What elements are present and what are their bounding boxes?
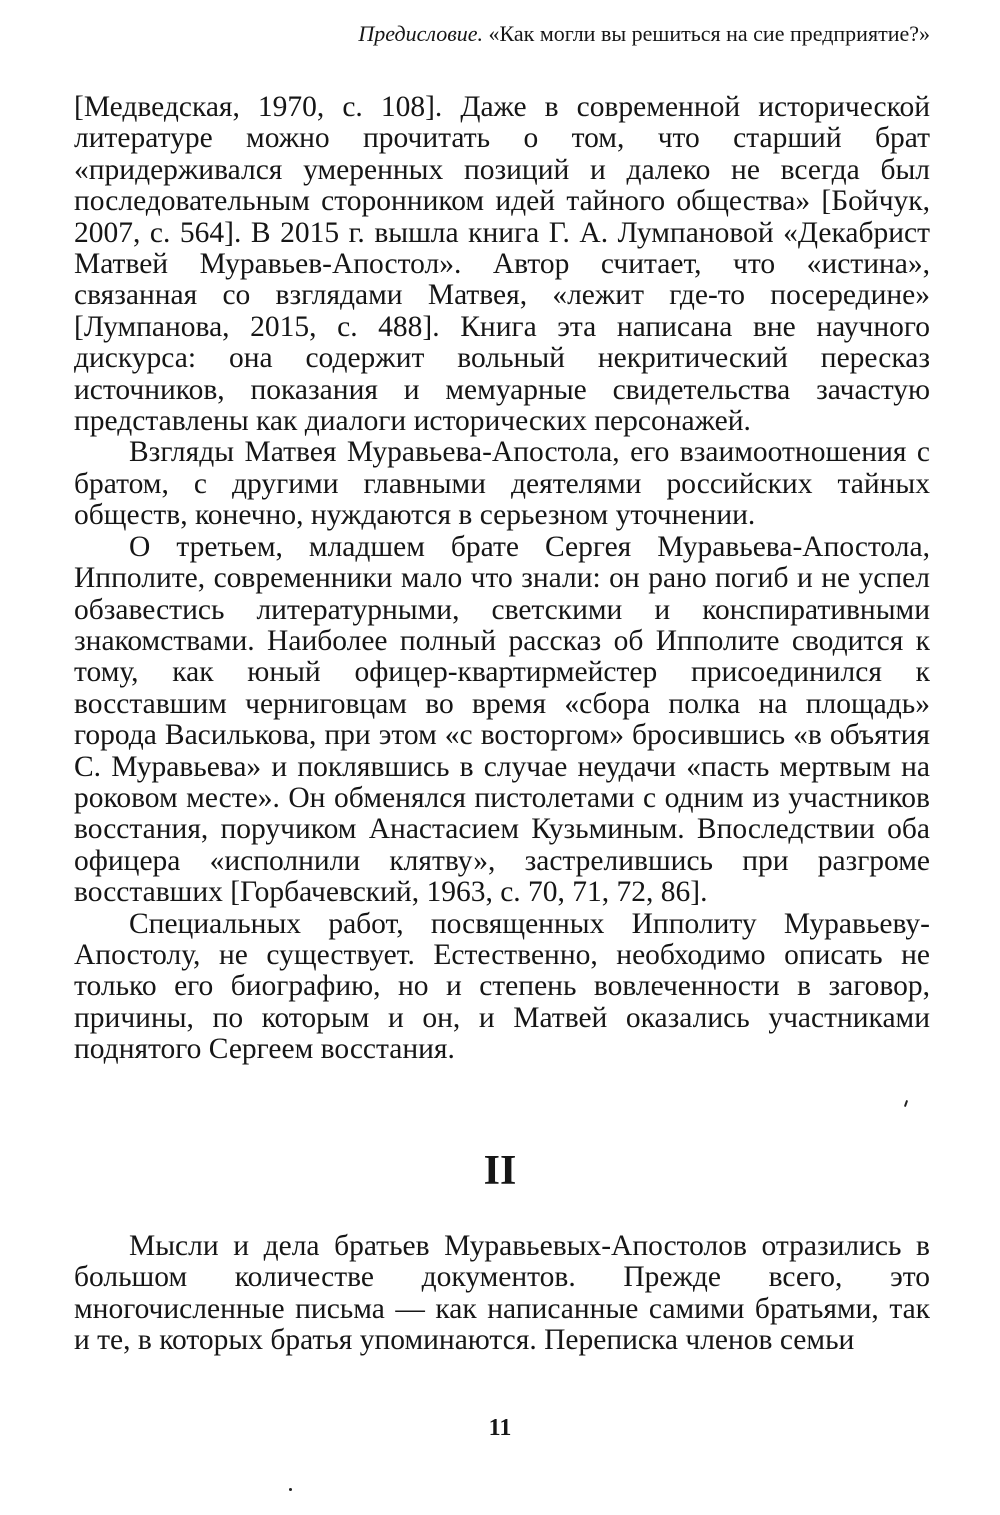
running-header-section: Предисловие.	[358, 21, 484, 46]
paragraph-documents: Мысли и дела братьев Муравьевых-Апостолов отразились в большом количестве документов. Прежде всего, это многочисленные письма — как написанные самими братьями, так и те, в которых братья упоминаются. Переписка членов семьи	[74, 1230, 930, 1357]
page-number: 11	[488, 1415, 512, 1441]
section-text	[74, 1231, 930, 1357]
main-text	[74, 92, 930, 1066]
print-speck	[289, 1488, 292, 1491]
print-speck	[904, 1100, 908, 1107]
section-heading: II	[483, 1148, 517, 1194]
paragraph-matvey-views: Взгляды Матвея Муравьева-Апостола, его взаимоотношения с братом, с другими главными деятелями российских тайных обществ, конечно, нуждаются в серьезном уточнении.	[74, 436, 930, 532]
paragraph-ippolit: О третьем, младшем брате Сергея Муравьева-Апостола, Ипполите, современники мало что знали: он рано погиб и не успел обзавестись литературными, светскими и конспиративными знакомствами. Наиболее полный рассказ об Ипполите сводится к тому, как юный офицер-квартирмейстер присоединился к восставшим черниговцам во время «сбора полка на площадь» города Василькова, при этом «с восторгом» бросившись «в объятия С. Муравьева» и поклявшись в случае неудачи «пасть мертвым на роковом месте». Он обменялся пистолетами с одним из участников восстания, поручиком Анастасием Кузьминым. Впоследствии оба офицера «исполнили клятву», застрелившись при разгроме восставших [Горбачевский, 1963, с. 70, 71, 72, 86].	[74, 530, 930, 909]
running-header-title: «Как могли вы решиться на сие предприятие?»	[483, 21, 930, 46]
running-header	[358, 20, 930, 48]
paragraph-continuation: [Медведская, 1970, с. 108]. Даже в современной исторической литературе можно прочитать о том, что старший брат «придерживался умеренных позиций и далеко не всегда был последовательным сторонником идей тайного общества» [Бойчук, 2007, с. 564]. В 2015 г. вышла книга Г. А. Лумпановой «Декабрист Матвей Муравьев-Апостол». Автор считает, что «истина», связанная со взглядами Матвея, «лежит где-то посередине» [Лумпанова, 2015, с. 488]. Книга эта написана вне научного дискурса: она содержит вольный некритический пересказ источников, показания и мемуарные свидетельства зачастую представлены как диалоги исторических персонажей.	[74, 91, 930, 438]
paragraph-special-works: Специальных работ, посвященных Ипполиту Муравьеву-Апостолу, не существует. Естественно, необходимо описать не только его биографию, но и степень вовлеченности в заговор, причины, по которым и он, и Матвей оказались участниками поднятого Сергеем восстания.	[74, 907, 930, 1066]
